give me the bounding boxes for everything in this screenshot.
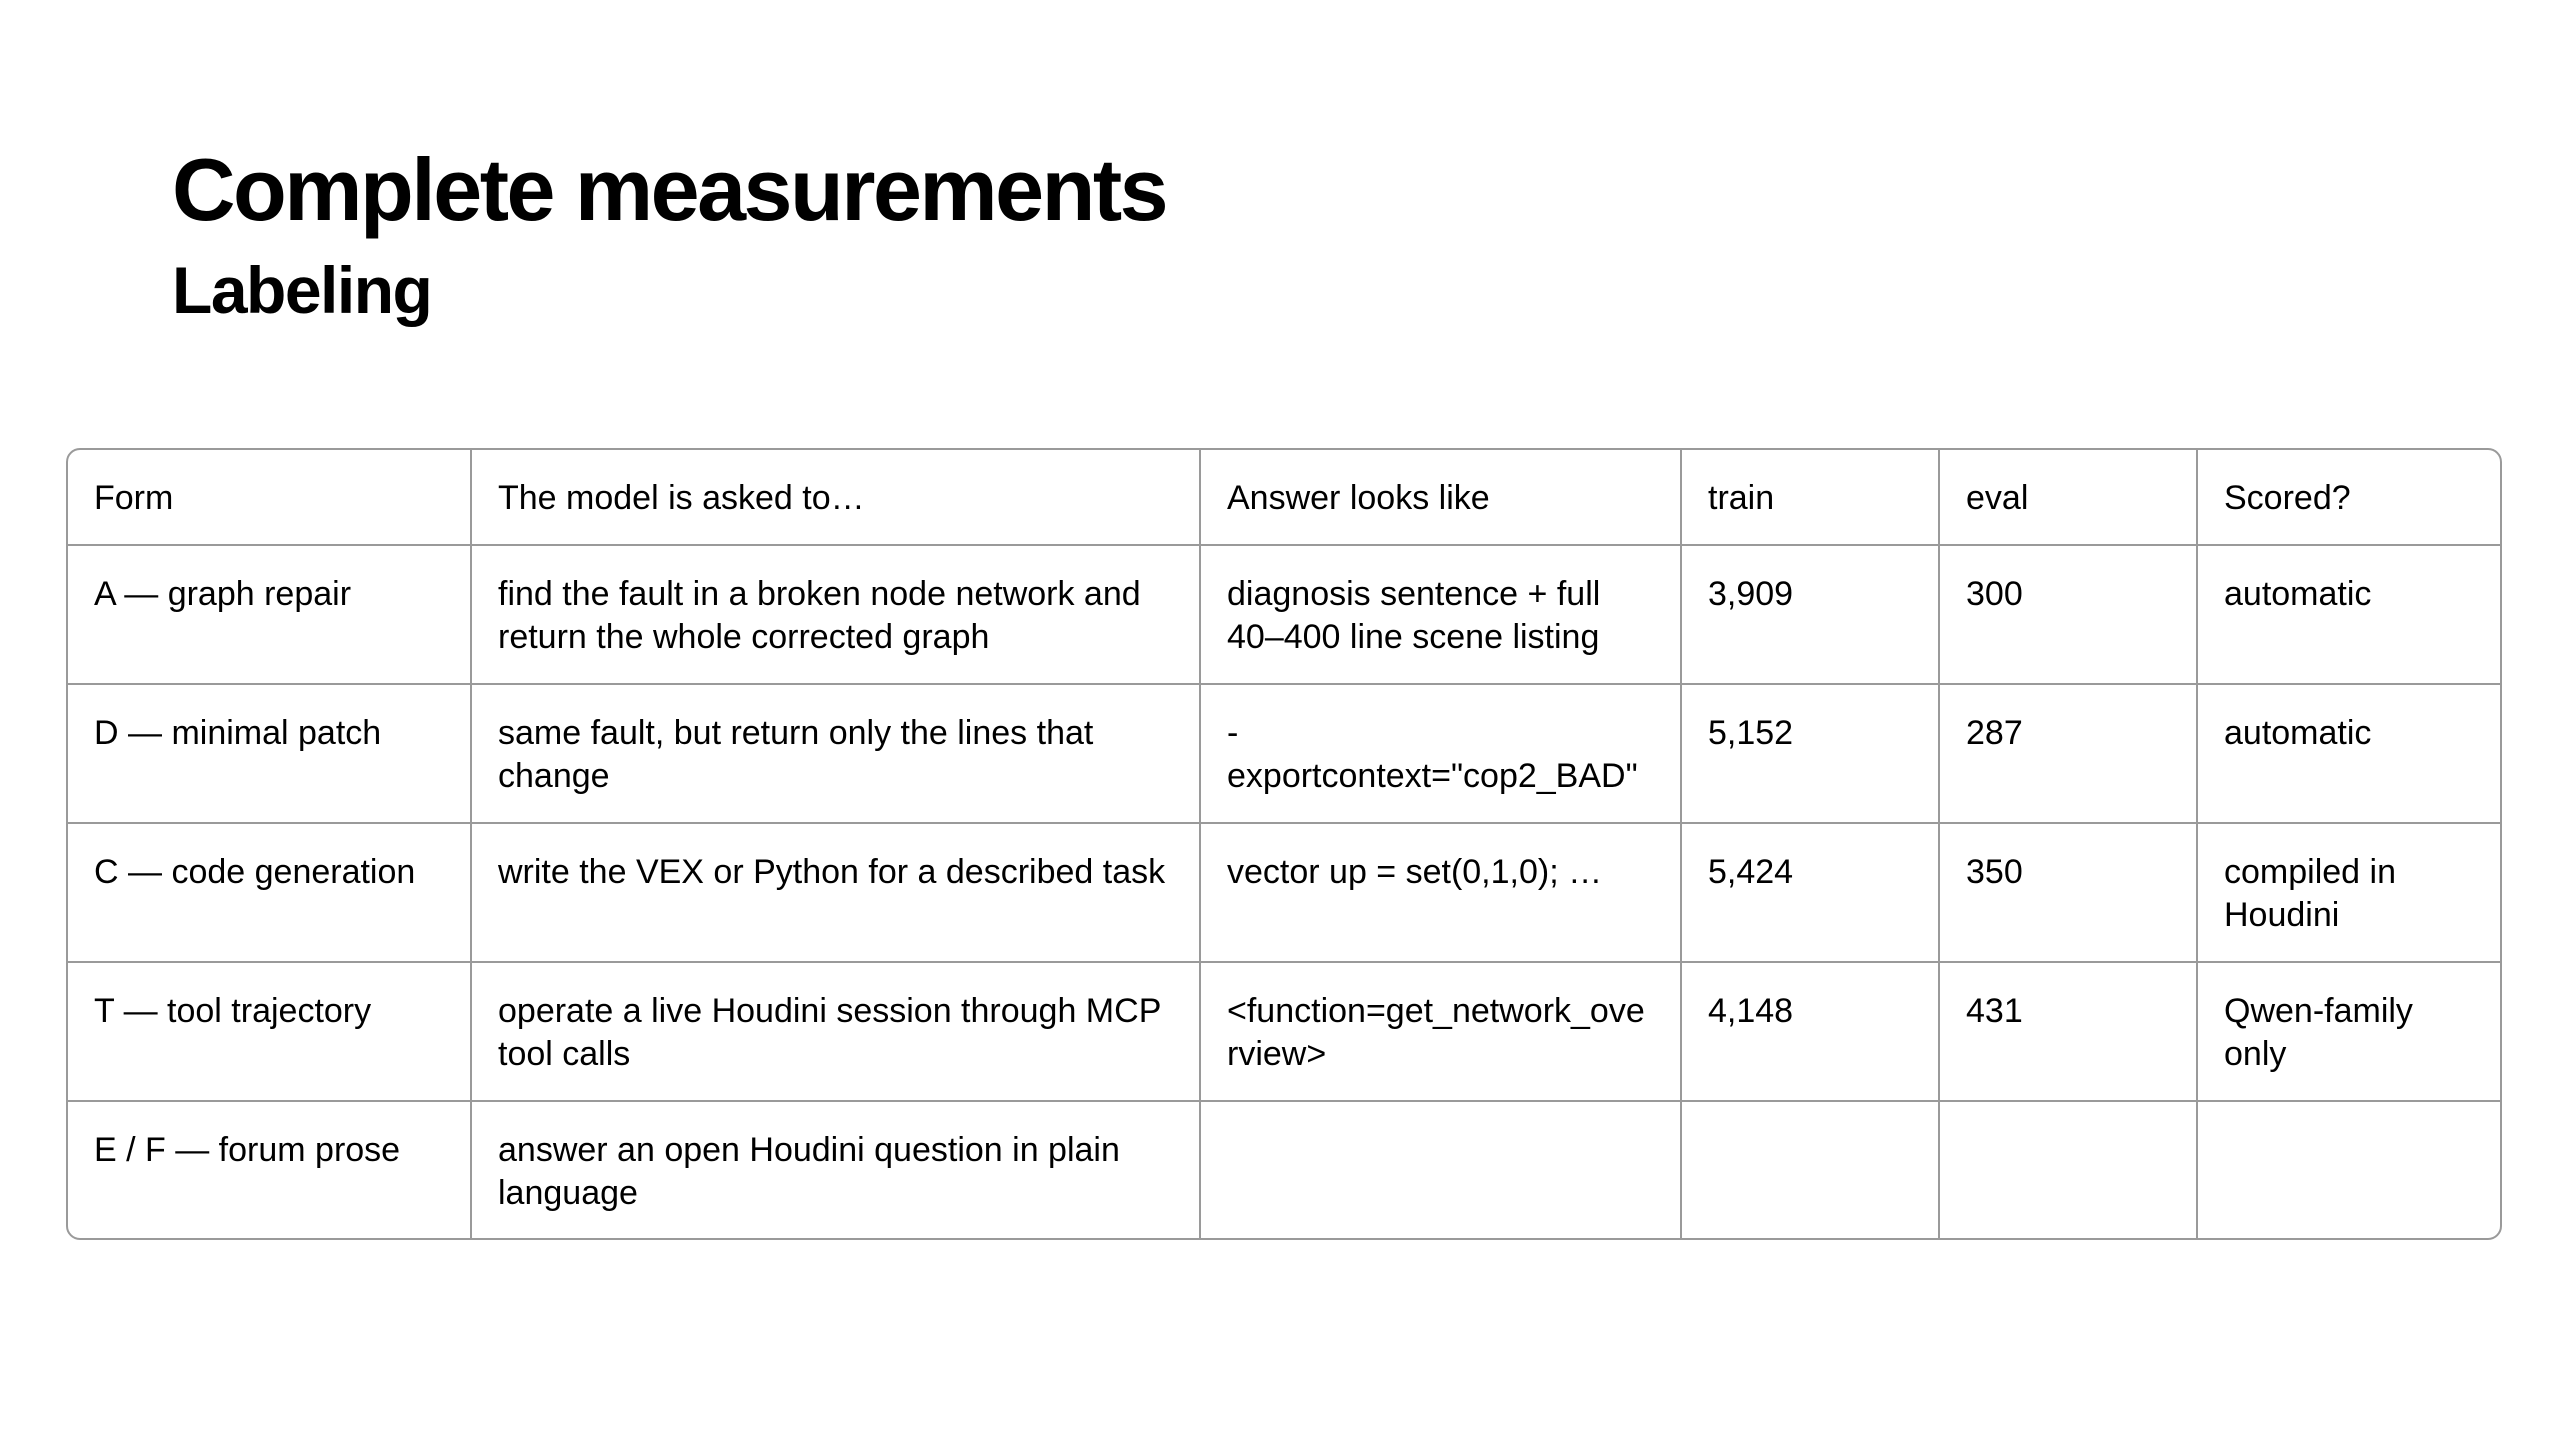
column-header-form: Form — [68, 450, 471, 545]
cell-train: 5,424 — [1681, 823, 1939, 962]
table-row — [68, 545, 2500, 684]
cell-scored: automatic — [2197, 545, 2500, 684]
cell-task: answer an open Houdini question in plain language — [471, 1101, 1200, 1238]
cell-form: A — graph repair — [68, 545, 471, 684]
table-row — [68, 962, 2500, 1101]
cell-train: 4,148 — [1681, 962, 1939, 1101]
column-header-answer: Answer looks like — [1200, 450, 1681, 545]
labeling-table-grid — [68, 450, 2500, 1238]
page-subtitle: Labeling — [172, 253, 432, 327]
table-row — [68, 684, 2500, 823]
cell-eval: 350 — [1939, 823, 2197, 962]
cell-answer: vector up = set(0,1,0); … — [1200, 823, 1681, 962]
cell-form: T — tool trajectory — [68, 962, 471, 1101]
cell-eval: 300 — [1939, 545, 2197, 684]
table-header-row — [68, 450, 2500, 545]
cell-answer: diagnosis sentence + full 40–400 line scene listing — [1200, 545, 1681, 684]
cell-eval — [1939, 1101, 2197, 1238]
cell-task: find the fault in a broken node network and return the whole corrected graph — [471, 545, 1200, 684]
cell-answer — [1200, 1101, 1681, 1238]
page-title: Complete measurements — [172, 140, 1167, 239]
cell-task: same fault, but return only the lines that change — [471, 684, 1200, 823]
cell-eval: 287 — [1939, 684, 2197, 823]
cell-answer: <function=get_network_overview> — [1200, 962, 1681, 1101]
cell-form: D — minimal patch — [68, 684, 471, 823]
cell-scored: compiled in Houdini — [2197, 823, 2500, 962]
labeling-table — [66, 448, 2502, 1240]
table-row — [68, 823, 2500, 962]
cell-scored: automatic — [2197, 684, 2500, 823]
column-header-task: The model is asked to… — [471, 450, 1200, 545]
column-header-eval: eval — [1939, 450, 2197, 545]
cell-task: write the VEX or Python for a described task — [471, 823, 1200, 962]
cell-form: C — code generation — [68, 823, 471, 962]
cell-form: E / F — forum prose — [68, 1101, 471, 1238]
cell-train — [1681, 1101, 1939, 1238]
column-header-train: train — [1681, 450, 1939, 545]
cell-answer: - exportcontext="cop2_BAD" — [1200, 684, 1681, 823]
cell-eval: 431 — [1939, 962, 2197, 1101]
cell-scored: Qwen-family only — [2197, 962, 2500, 1101]
cell-train: 5,152 — [1681, 684, 1939, 823]
cell-task: operate a live Houdini session through MCP tool calls — [471, 962, 1200, 1101]
column-header-scored: Scored? — [2197, 450, 2500, 545]
table-row — [68, 1101, 2500, 1238]
cell-scored — [2197, 1101, 2500, 1238]
cell-train: 3,909 — [1681, 545, 1939, 684]
